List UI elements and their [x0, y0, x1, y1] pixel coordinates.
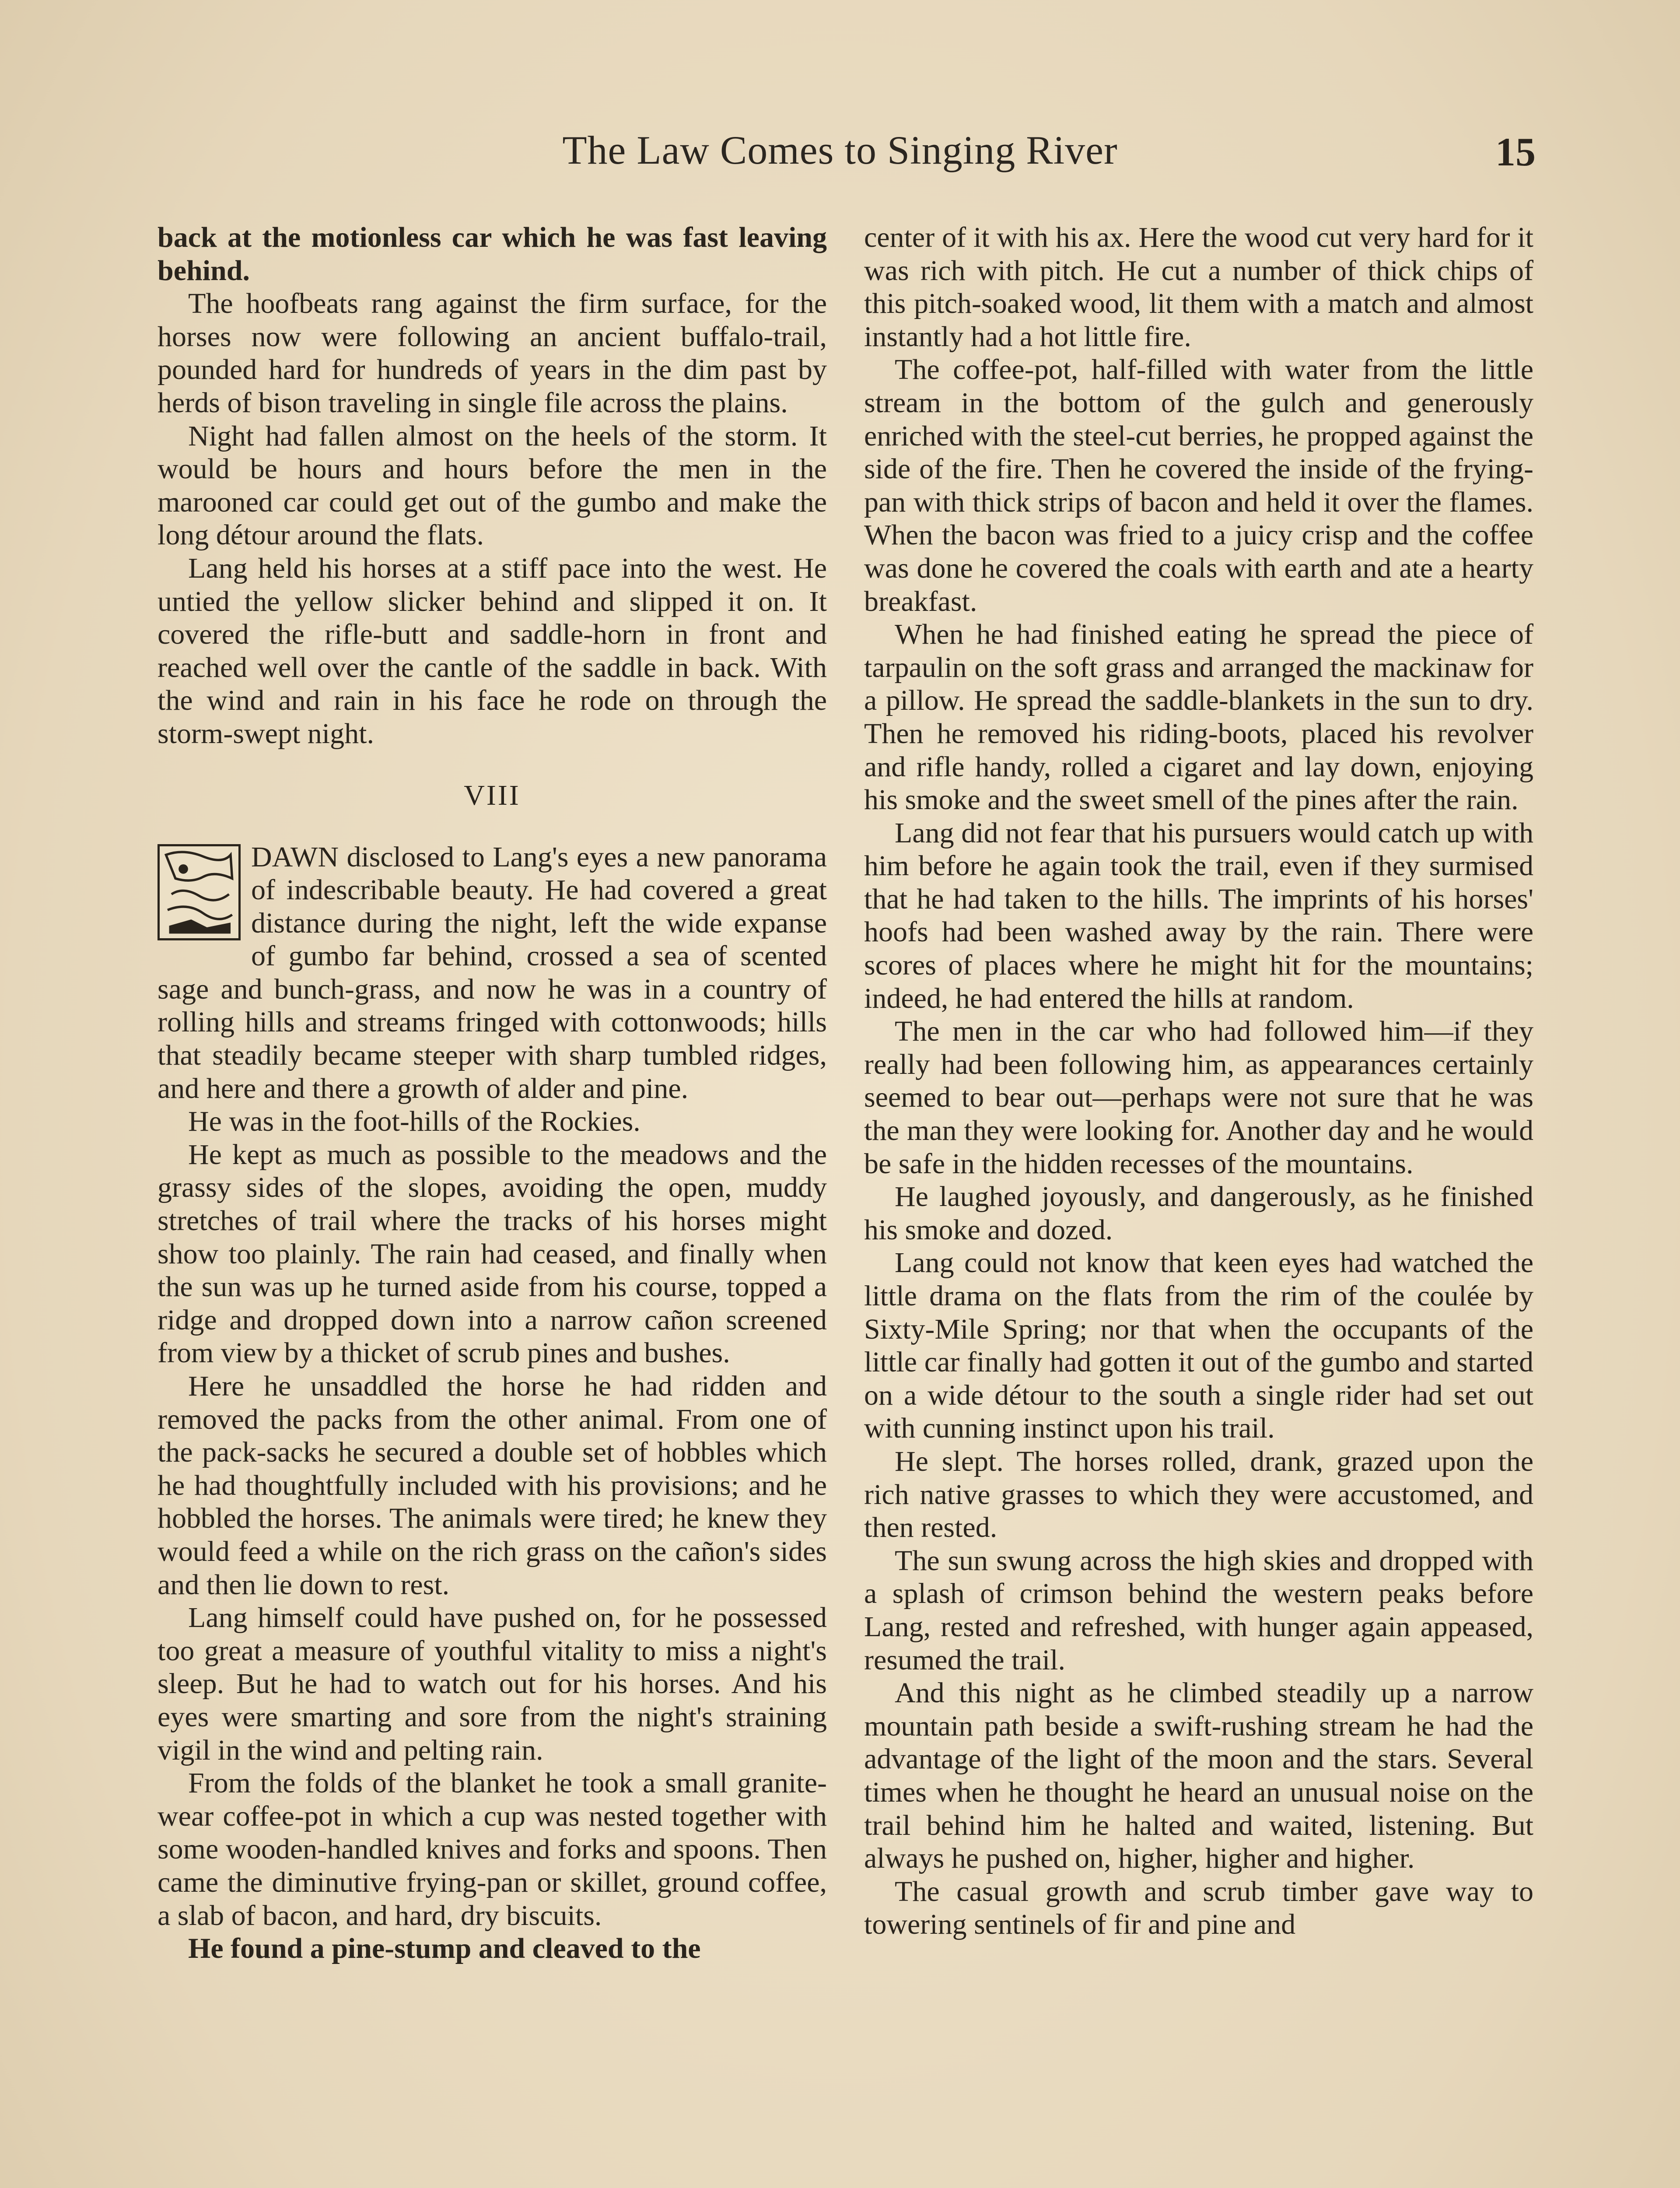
- page-number: 15: [1495, 130, 1536, 174]
- paragraph: The coffee-pot, half-filled with water from the little stream in the bottom of the gulch and generously enriched with the steel-cut berries, he propped against the side of the fire. Then he covered the inside of the frying-pan with thick strips of bacon and held it over the flames. When the bacon was fried to a juicy crisp and the coffee was done he covered the coals with earth and ate a hearty breakfast.: [864, 354, 1533, 617]
- paragraph: And this night as he climbed steadily up a narrow mountain path beside a swift-rushing stream he had the advantage of the light of the moon and the stars. Several times when he thought he heard an unusual noise on the trail behind him he halted and waited, listening. But always he pushed on, higher, higher and higher.: [864, 1677, 1533, 1875]
- paragraph: He laughed joyously, and dangerously, as he finished his smoke and dozed.: [864, 1181, 1533, 1246]
- paragraph: Lang himself could have pushed on, for he possessed too great a measure of youthful vitality to miss a night's sleep. But he had to watch out for his horses. And his eyes were smarting and sore from the night's straining vigil in the wind and pelting rain.: [158, 1602, 827, 1766]
- paragraph: He kept as much as possible to the meadows and the grassy sides of the slopes, avoiding the open, muddy stretches of trail where the tracks of his horses might show too plainly. The rain had ceased, and finally when the sun was up he turned aside from his course, topped a ridge and dropped down into a narrow cañon screened from view by a thicket of scrub pines and bushes.: [158, 1138, 827, 1369]
- running-title: The Law Comes to Singing River: [562, 128, 1118, 172]
- paragraph: Lang could not know that keen eyes had watched the little drama on the flats from the rim of the coulée by Sixty-Mile Spring; nor that when the occupants of the little car finally had gotten it out of the gumbo and started on a wide détour to the south a single rider had set out with cunning instinct upon his trail.: [864, 1247, 1533, 1445]
- drop-cap-illustration-icon: [158, 844, 241, 940]
- right-column: [864, 221, 1533, 1941]
- paragraph: back at the motionless car which he was fast leaving behind.: [158, 221, 827, 287]
- paragraph: When he had finished eating he spread the piece of tarpaulin on the soft grass and arranged the mackinaw for a pillow. He spread the saddle-blankets in the sun to dry. Then he removed his riding-boots, placed his revolver and rifle handy, rolled a cigaret and lay down, enjoying his smoke and the sweet smell of the pines after the rain.: [864, 618, 1533, 816]
- dropcap-paragraph: [158, 841, 827, 1105]
- paragraph: He slept. The horses rolled, drank, grazed upon the rich native grasses to which they were accustomed, and then rested.: [864, 1445, 1533, 1544]
- paragraph: He found a pine-stump and cleaved to the: [188, 1932, 701, 1965]
- section-heading: VIII: [464, 779, 521, 811]
- paragraph: The casual growth and scrub timber gave way to towering sentinels of fir and pine and: [864, 1875, 1533, 1941]
- paragraph: The hoofbeats rang against the firm surface, for the horses now were following an ancient buffalo-trail, pounded hard for hundreds of years in the dim past by herds of bison traveling in single file across the plains.: [158, 288, 827, 419]
- paragraph: From the folds of the blanket he took a small granite-wear coffee-pot in which a cup was nested together with some wooden-handled knives and forks and spoons. Then came the diminutive frying-pan or skillet, ground coffee, a slab of bacon, and hard, dry biscuits.: [158, 1767, 827, 1932]
- paragraph: Here he unsaddled the horse he had ridden and removed the packs from the other animal. From one of the pack-sacks he secured a double set of hobbles which he had thoughtfully included with his provisions; and he hobbled the horses. The animals were tired; he knew they would feed a while on the rich grass on the cañon's sides and then lie down to rest.: [158, 1370, 827, 1601]
- paragraph: Night had fallen almost on the heels of the storm. It would be hours and hours before the men in the marooned car could get out of the gumbo and make the long détour around the flats.: [158, 420, 827, 551]
- drop-cap-art: [160, 846, 238, 938]
- paragraph: Lang did not fear that his pursuers would catch up with him before he again took the trail, even if they surmised that he had taken to the hills. The imprints of his horses' hoofs had been washed away by the rain. There were scores of places where he might hit for the mountains; indeed, he had entered the hills at random.: [864, 817, 1533, 1014]
- paragraph: The sun swung across the high skies and dropped with a splash of crimson behind the western peaks before Lang, rested and refreshed, with hunger again appeased, resumed the trail.: [864, 1544, 1533, 1676]
- paragraph: He was in the foot-hills of the Rockies.: [188, 1105, 640, 1138]
- left-column: [158, 221, 827, 1965]
- paragraph: Lang held his horses at a stiff pace into the west. He untied the yellow slicker behind and slipped it on. It covered the rifle-butt and saddle-horn in front and reached well over the cantle of the saddle in back. With the wind and rain in his face he rode on through the storm-swept night.: [158, 552, 827, 750]
- paragraph: The men in the car who had followed him—if they really had been following him, as appearances certainly seemed to bear out—perhaps were not sure that he was the man they were looking for. Another day and he would be safe in the hidden recesses of the mountains.: [864, 1015, 1533, 1180]
- page-header: [0, 127, 1680, 184]
- paragraph: DAWN disclosed to Lang's eyes a new panorama of indescribable beauty. He had covered a great distance during the night, left the wide expanse of gumbo far behind, crossed a sea of scented sage and bunch-grass, and now he was in a country of rolling hills and streams fringed with cottonwoods; hills that steadily became steeper with sharp tumbled ridges, and here and there a growth of alder and pine.: [158, 841, 827, 1105]
- paragraph: center of it with his ax. Here the wood cut very hard for it was rich with pitch. He cut a number of thick chips of this pitch-soaked wood, lit them with a match and almost instantly had a hot little fire.: [864, 221, 1533, 353]
